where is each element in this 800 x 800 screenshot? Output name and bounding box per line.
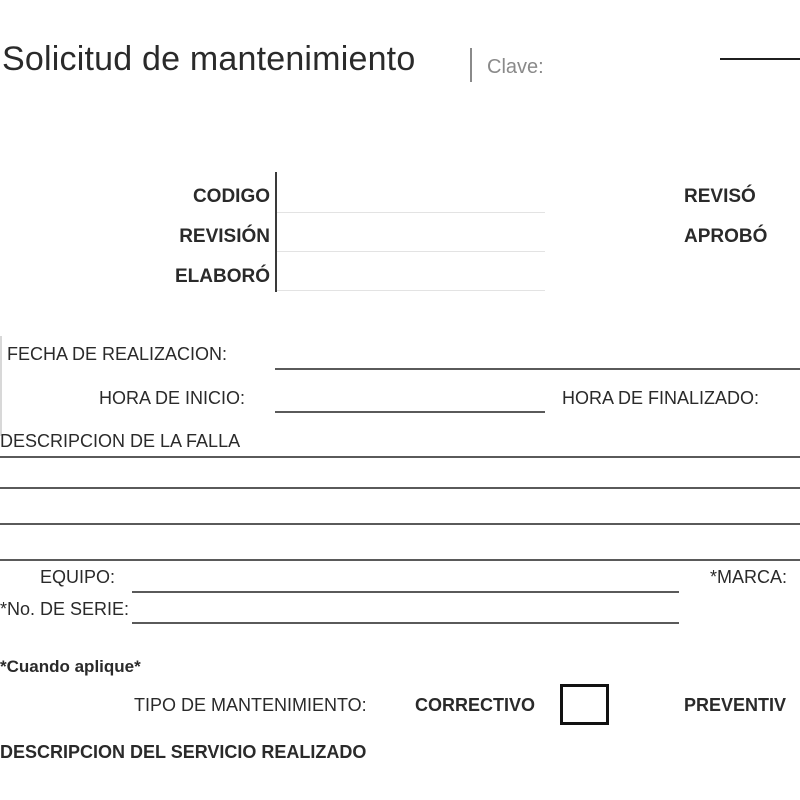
preventivo-label: PREVENTIV — [684, 695, 787, 715]
clave-label: Clave: — [487, 56, 544, 78]
codigo-field[interactable] — [277, 212, 545, 213]
fecha-field[interactable] — [275, 368, 800, 370]
falla-line-2[interactable] — [0, 487, 800, 489]
codigo-label: CODIGO — [192, 186, 270, 207]
falla-line-4[interactable] — [0, 559, 800, 561]
page-title: Solicitud de mantenimiento — [2, 40, 416, 78]
serie-label: *No. DE SERIE: — [0, 599, 130, 619]
marca-label: *MARCA: — [710, 567, 788, 587]
revision-label: REVISIÓN — [179, 226, 270, 247]
equipo-label: EQUIPO: — [40, 567, 116, 587]
form-left-border — [0, 336, 2, 436]
control-divider — [275, 172, 277, 292]
elaboro-label: ELABORÓ — [175, 266, 270, 287]
revision-field[interactable] — [277, 251, 545, 252]
hora-inicio-field[interactable] — [275, 411, 545, 413]
elaboro-field[interactable] — [277, 290, 545, 291]
hora-fin-label: HORA DE FINALIZADO: — [562, 388, 760, 408]
descripcion-servicio-label: DESCRIPCION DEL SERVICIO REALIZADO — [0, 742, 367, 762]
falla-line-3[interactable] — [0, 523, 800, 525]
aprobo-label: APROBÓ — [684, 226, 768, 247]
equipo-field[interactable] — [132, 591, 679, 593]
cuando-aplique-note: *Cuando aplique* — [0, 657, 141, 676]
hora-inicio-label: HORA DE INICIO: — [99, 388, 246, 408]
correctivo-label: CORRECTIVO — [415, 695, 536, 715]
clave-field-line[interactable] — [720, 58, 800, 60]
descripcion-falla-label: DESCRIPCION DE LA FALLA — [0, 431, 241, 451]
fecha-label: FECHA DE REALIZACION: — [7, 344, 228, 364]
correctivo-checkbox[interactable] — [560, 684, 609, 725]
title-divider — [470, 48, 472, 82]
serie-field[interactable] — [132, 622, 679, 624]
tipo-mantenimiento-label: TIPO DE MANTENIMIENTO: — [134, 695, 367, 715]
reviso-label: REVISÓ — [684, 186, 756, 207]
falla-line-1[interactable] — [0, 456, 800, 458]
